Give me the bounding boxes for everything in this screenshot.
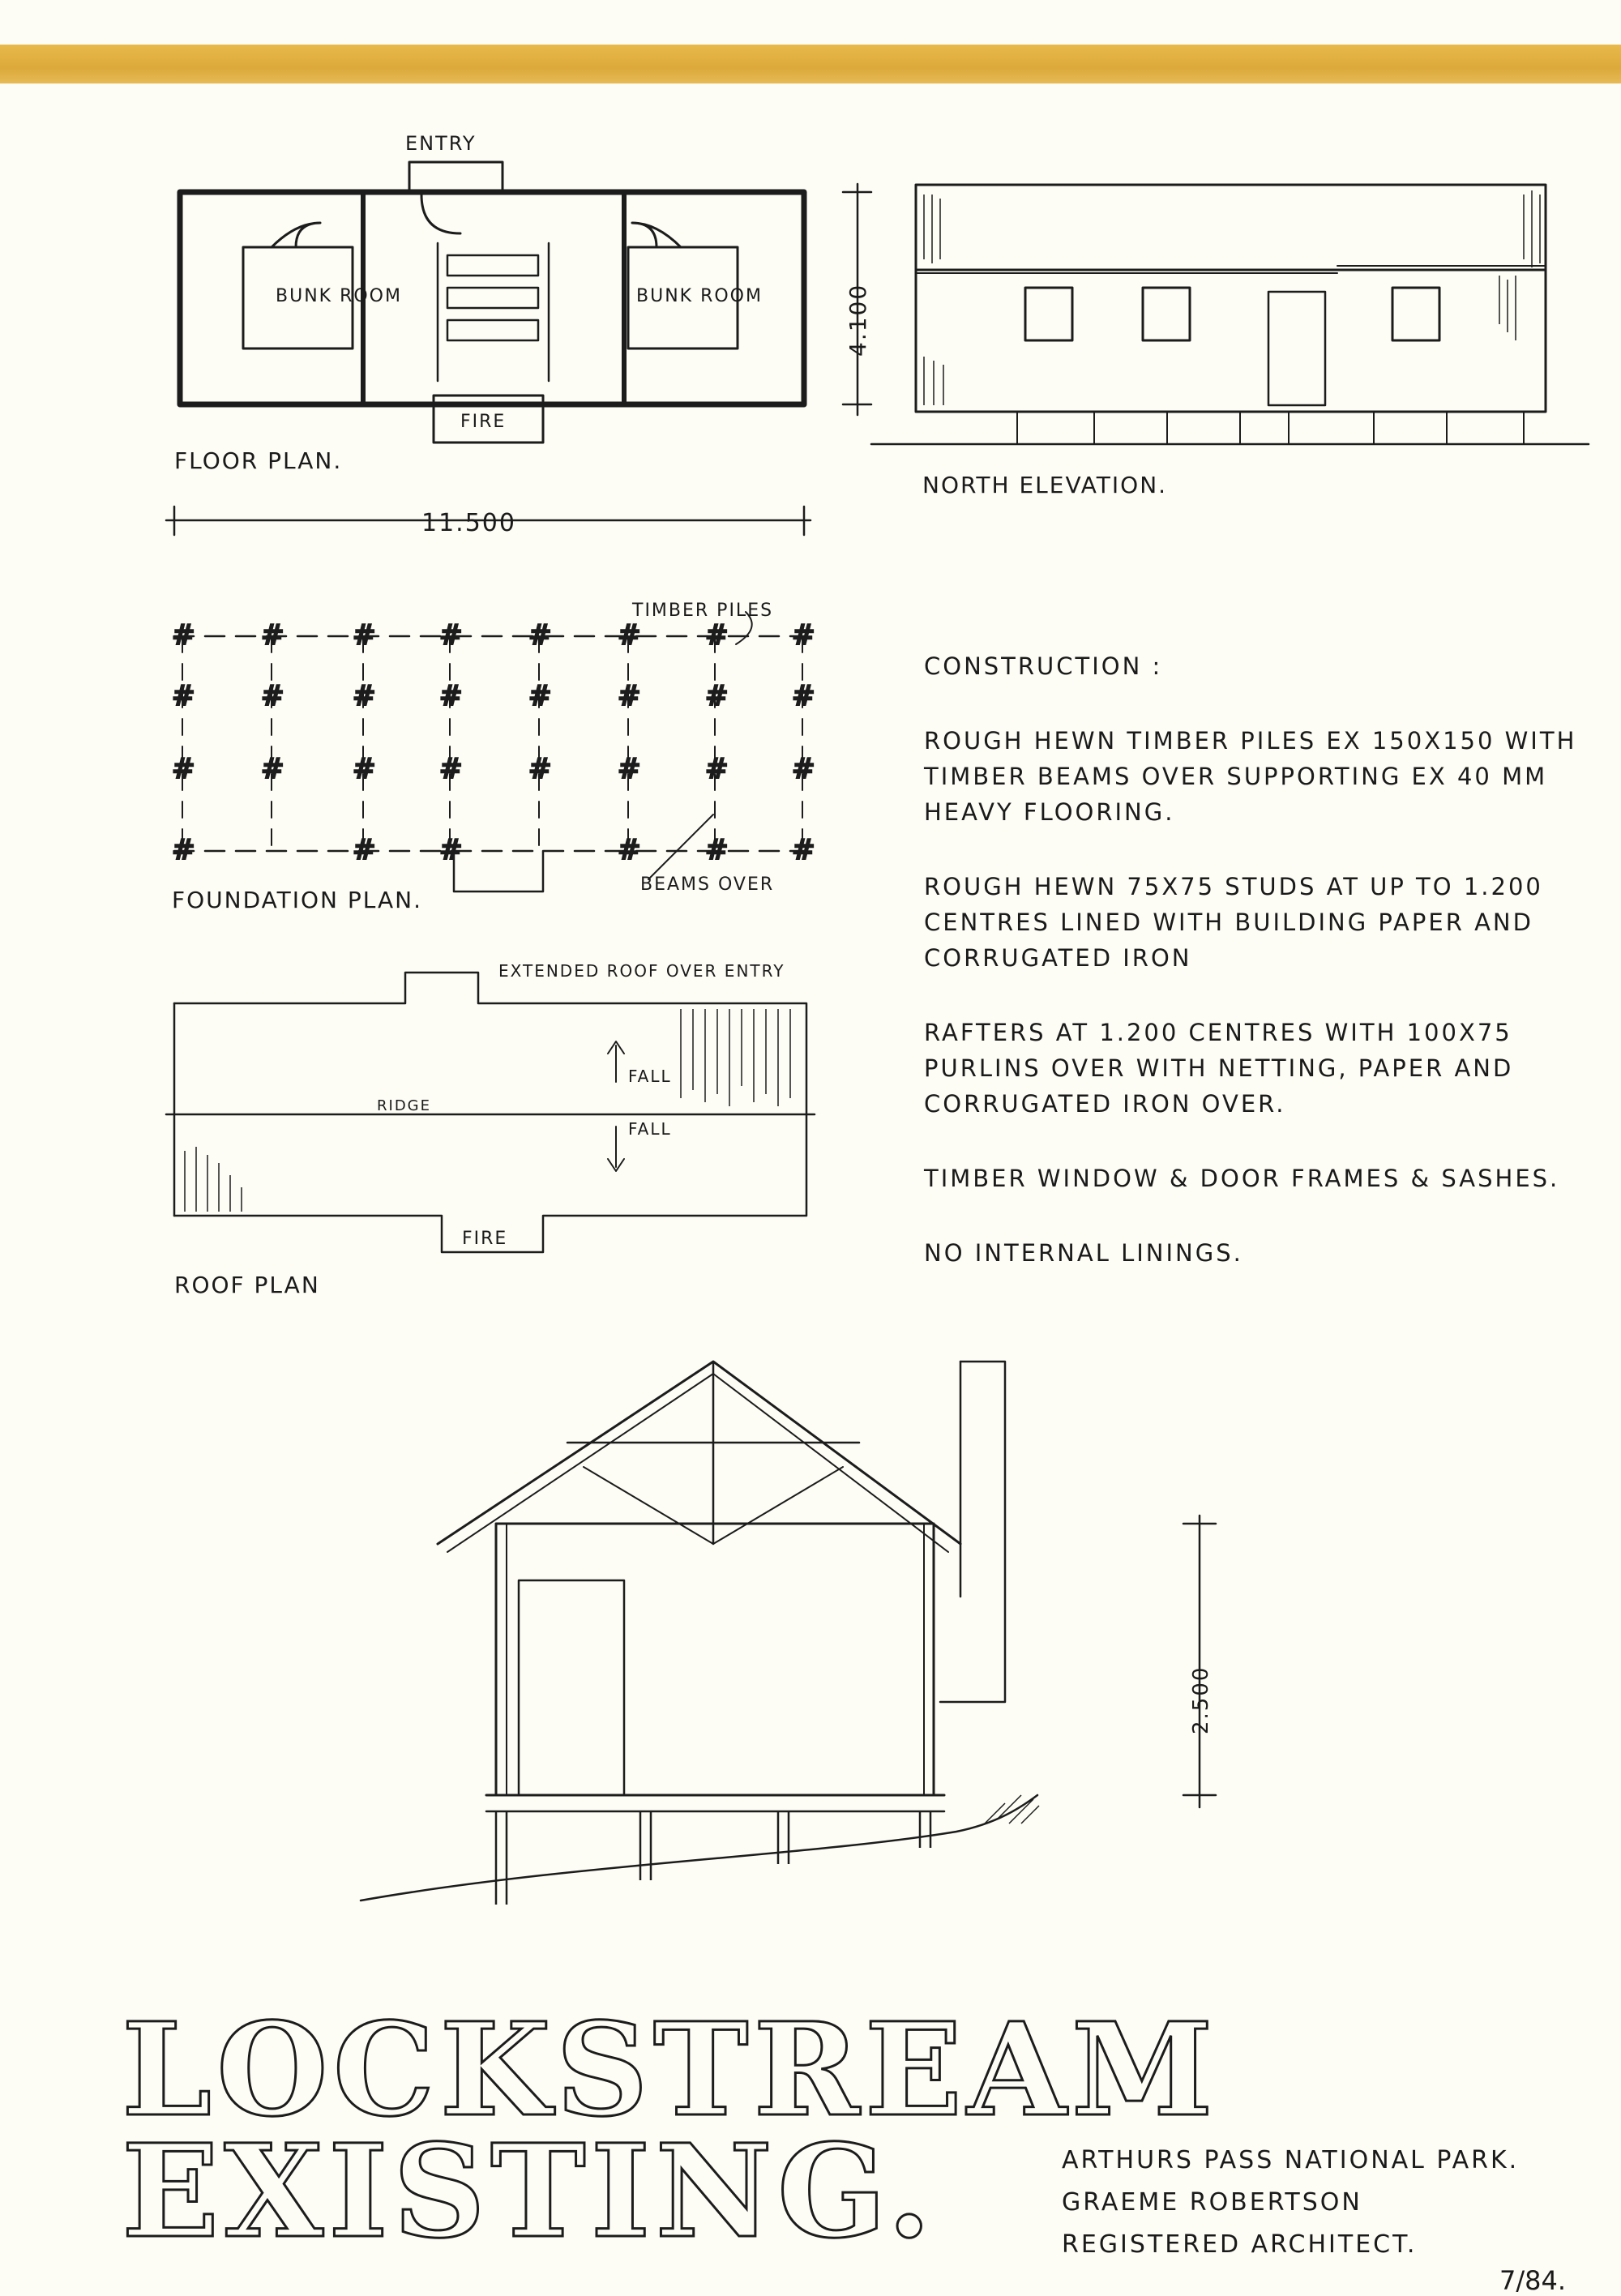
svg-text:#: # <box>528 619 552 652</box>
svg-text:#: # <box>618 753 641 785</box>
title-line-1: LOCKSTREAM <box>122 1995 1218 2145</box>
svg-text:#: # <box>705 753 729 785</box>
construction-note-4: TIMBER WINDOW & DOOR FRAMES & SASHES. <box>924 1165 1560 1192</box>
svg-text:#: # <box>528 680 552 712</box>
sheet-number: 7/84. <box>1499 2265 1567 2296</box>
beams-over-label: BEAMS OVER <box>640 874 775 895</box>
foundation-plan-title: FOUNDATION PLAN. <box>172 887 423 913</box>
svg-text:#: # <box>261 619 284 652</box>
svg-text:#: # <box>172 680 195 712</box>
svg-text:#: # <box>705 680 729 712</box>
fire-label: FIRE <box>460 412 507 432</box>
floor-plan-title: FLOOR PLAN. <box>174 447 343 474</box>
svg-text:#: # <box>705 834 729 866</box>
svg-text:#: # <box>353 680 376 712</box>
roof-fire-label: FIRE <box>462 1229 508 1249</box>
construction-note-3: RAFTERS AT 1.200 CENTRES WITH 100X75 PURLINS OVER WITH NETTING, PAPER AND CORRUGATED IRON OVER. <box>924 1019 1514 1118</box>
timber-piles-label: TIMBER PILES <box>632 601 774 621</box>
floor-plan <box>166 162 871 535</box>
svg-text:#: # <box>439 680 463 712</box>
ridge-label: RIDGE <box>377 1097 431 1114</box>
bunk-room-left-label: BUNK ROOM <box>276 286 402 306</box>
svg-text:#: # <box>528 753 552 785</box>
svg-text:#: # <box>172 619 195 652</box>
fall-up-label: FALL <box>628 1067 672 1086</box>
construction-note-1: ROUGH HEWN TIMBER PILES EX 150X150 WITH TIMBER BEAMS OVER SUPPORTING EX 40 MM HEAVY FLOORING. <box>924 727 1577 826</box>
svg-text:#: # <box>353 834 376 866</box>
construction-heading: CONSTRUCTION : <box>924 652 1163 680</box>
svg-text:#: # <box>172 834 195 866</box>
roof-plan-title: ROOF PLAN <box>174 1272 320 1298</box>
fall-down-label: FALL <box>628 1119 672 1139</box>
svg-text:#: # <box>705 619 729 652</box>
svg-text:#: # <box>439 834 463 866</box>
north-elevation-title: NORTH ELEVATION. <box>922 472 1168 498</box>
foundation-plan <box>172 612 815 891</box>
entry-label: ENTRY <box>405 132 477 155</box>
extended-roof-label: EXTENDED ROOF OVER ENTRY <box>498 961 785 981</box>
svg-text:#: # <box>792 680 815 712</box>
svg-text:#: # <box>261 753 284 785</box>
title-line-2: EXISTING. <box>122 2117 937 2267</box>
architect-role: REGISTERED ARCHITECT. <box>1062 2230 1418 2259</box>
construction-note-5: NO INTERNAL LININGS. <box>924 1239 1243 1267</box>
svg-text:#: # <box>792 753 815 785</box>
svg-text:#: # <box>618 680 641 712</box>
park-name: ARTHURS PASS NATIONAL PARK. <box>1062 2146 1520 2174</box>
svg-text:#: # <box>353 619 376 652</box>
architect-name: GRAEME ROBERTSON <box>1062 2188 1362 2217</box>
svg-text:#: # <box>792 619 815 652</box>
bunk-room-right-label: BUNK ROOM <box>636 286 763 306</box>
svg-text:#: # <box>172 753 195 785</box>
construction-note-2: ROUGH HEWN 75X75 STUDS AT UP TO 1.200 CENTRES LINED WITH BUILDING PAPER AND CORRUGATED IRON <box>924 873 1543 972</box>
roof-plan <box>166 973 815 1252</box>
north-elevation <box>871 185 1589 444</box>
svg-text:#: # <box>439 753 463 785</box>
svg-text:#: # <box>439 619 463 652</box>
svg-text:#: # <box>618 834 641 866</box>
depth-dimension: 4.100 <box>845 283 871 357</box>
svg-text:#: # <box>618 619 641 652</box>
svg-text:#: # <box>261 680 284 712</box>
svg-text:#: # <box>353 753 376 785</box>
credits <box>1062 2140 1580 2266</box>
svg-text:#: # <box>792 834 815 866</box>
construction-notes <box>924 648 1621 1310</box>
section-height-dimension: 2.500 <box>1189 1665 1213 1734</box>
cross-section <box>361 1362 1216 1905</box>
width-dimension: 11.500 <box>421 509 516 537</box>
